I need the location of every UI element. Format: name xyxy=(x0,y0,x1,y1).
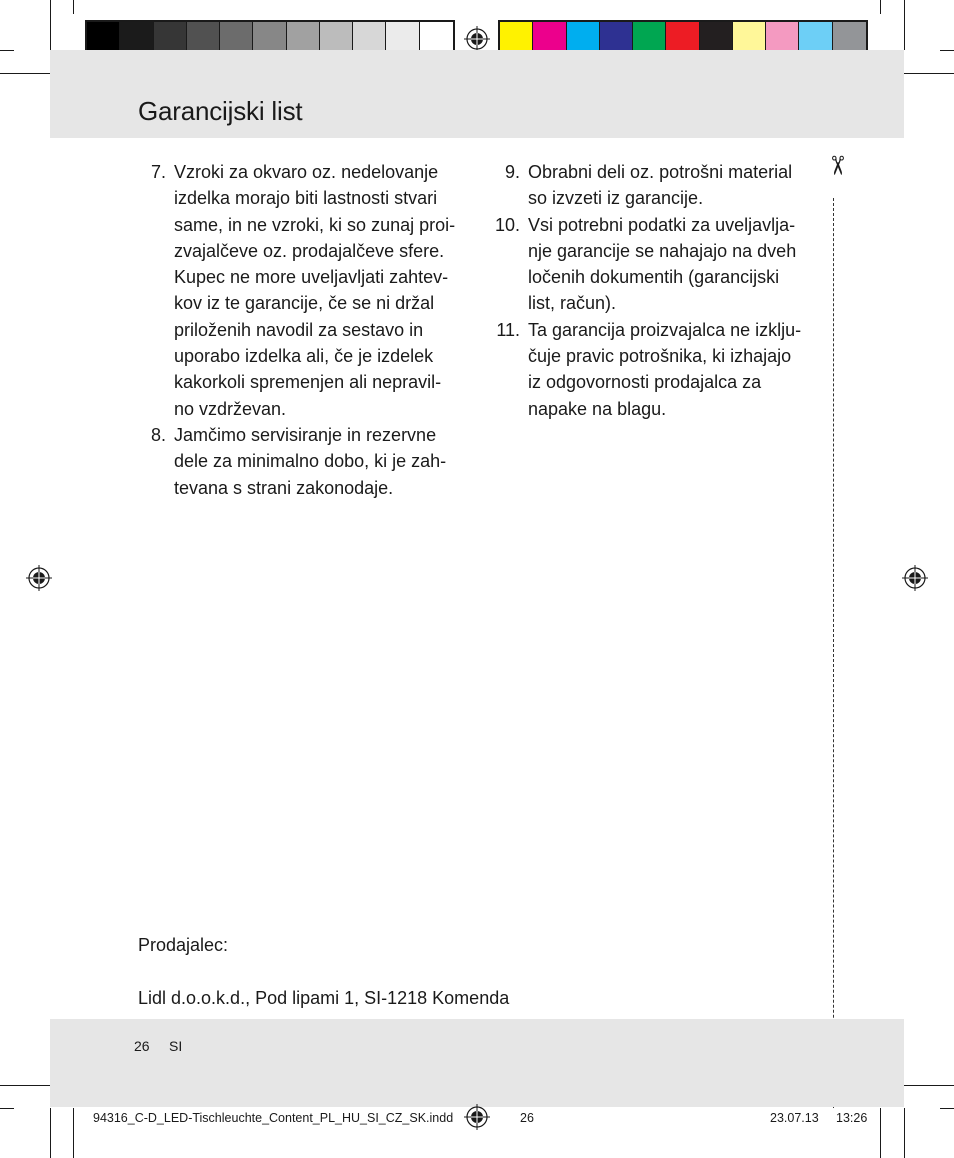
registration-mark-icon xyxy=(26,565,52,591)
slug-filename: 94316_C-D_LED-Tischleuchte_Content_PL_HU_SI_CZ_SK.indd xyxy=(93,1111,454,1125)
list-item-text: Jamčimo servisiranje in rezervne dele za minimalno dobo, ki je zah- tevana s strani zakonodaje. xyxy=(174,424,447,498)
crop-mark xyxy=(940,50,954,51)
crop-mark xyxy=(0,50,14,51)
left-column xyxy=(142,159,467,501)
crop-mark xyxy=(0,1108,14,1109)
seller-address: Lidl d.o.o.k.d., Pod lipami 1, SI-1218 Komenda xyxy=(138,988,510,1008)
list-item-number: 10. xyxy=(494,214,520,235)
slug-time: 13:26 xyxy=(836,1111,868,1125)
language-code: SI xyxy=(169,1038,183,1054)
list-item xyxy=(142,159,467,422)
list-item-text: Vzroki za okvaro oz. nedelovanje izdelka morajo biti lastnosti stvari same, in ne vzroki, ki so zunaj proi- zvajalčeve oz. prodajalčeve sfere. Kupec ne more uveljavljati zahtev- kov iz te garancije, če se ni držal priloženih navodil za sestavo in uporabo izdelka ali, če je izdelek kakorkoli spremenjen ali nepravil- no vzdrževan. xyxy=(174,162,456,419)
seller-label: Prodajalec: xyxy=(138,935,229,955)
list-item-number: 7. xyxy=(150,162,166,182)
crop-mark xyxy=(904,73,954,74)
slug-page: 26 xyxy=(520,1111,534,1125)
list-item xyxy=(488,317,818,422)
crop-mark xyxy=(0,73,50,74)
registration-mark-icon xyxy=(902,565,928,591)
list-item xyxy=(488,159,818,212)
crop-mark xyxy=(73,0,74,14)
crop-mark xyxy=(940,1108,954,1109)
list-item xyxy=(488,212,818,317)
crop-mark xyxy=(904,0,905,50)
crop-mark xyxy=(904,1108,905,1158)
footer-band xyxy=(50,1019,904,1107)
list-item-number: 11. xyxy=(496,319,520,340)
scissors-icon: ✂ xyxy=(822,154,853,177)
list-item-number: 9. xyxy=(504,162,520,182)
page-number: 26 xyxy=(134,1038,150,1054)
cut-line xyxy=(833,198,834,1108)
registration-mark-icon xyxy=(464,26,490,52)
crop-mark xyxy=(904,1085,954,1086)
crop-mark xyxy=(0,1085,50,1086)
crop-mark xyxy=(880,0,881,14)
list-item xyxy=(142,422,467,501)
list-item-number: 8. xyxy=(150,424,166,445)
page-title: Garancijski list xyxy=(138,96,303,126)
crop-mark xyxy=(50,0,51,50)
crop-mark xyxy=(880,1108,881,1158)
list-item-text: Obrabni deli oz. potrošni material so izvzeti iz garancije. xyxy=(528,162,793,209)
slug-date: 23.07.13 xyxy=(770,1111,819,1125)
list-item-text: Ta garancija proizvajalca ne izklju- čuje pravic potrošnika, ki izhajajo iz odgovornosti prodajalca za napake na blagu. xyxy=(528,319,802,419)
list-item-text: Vsi potrebni podatki za uveljavlja- nje garancije se nahajajo na dveh ločenih dokumentih (garancijski list, račun). xyxy=(528,214,797,314)
right-column xyxy=(488,159,818,422)
registration-mark-icon xyxy=(464,1104,490,1130)
crop-mark xyxy=(73,1108,74,1158)
crop-mark xyxy=(50,1108,51,1158)
